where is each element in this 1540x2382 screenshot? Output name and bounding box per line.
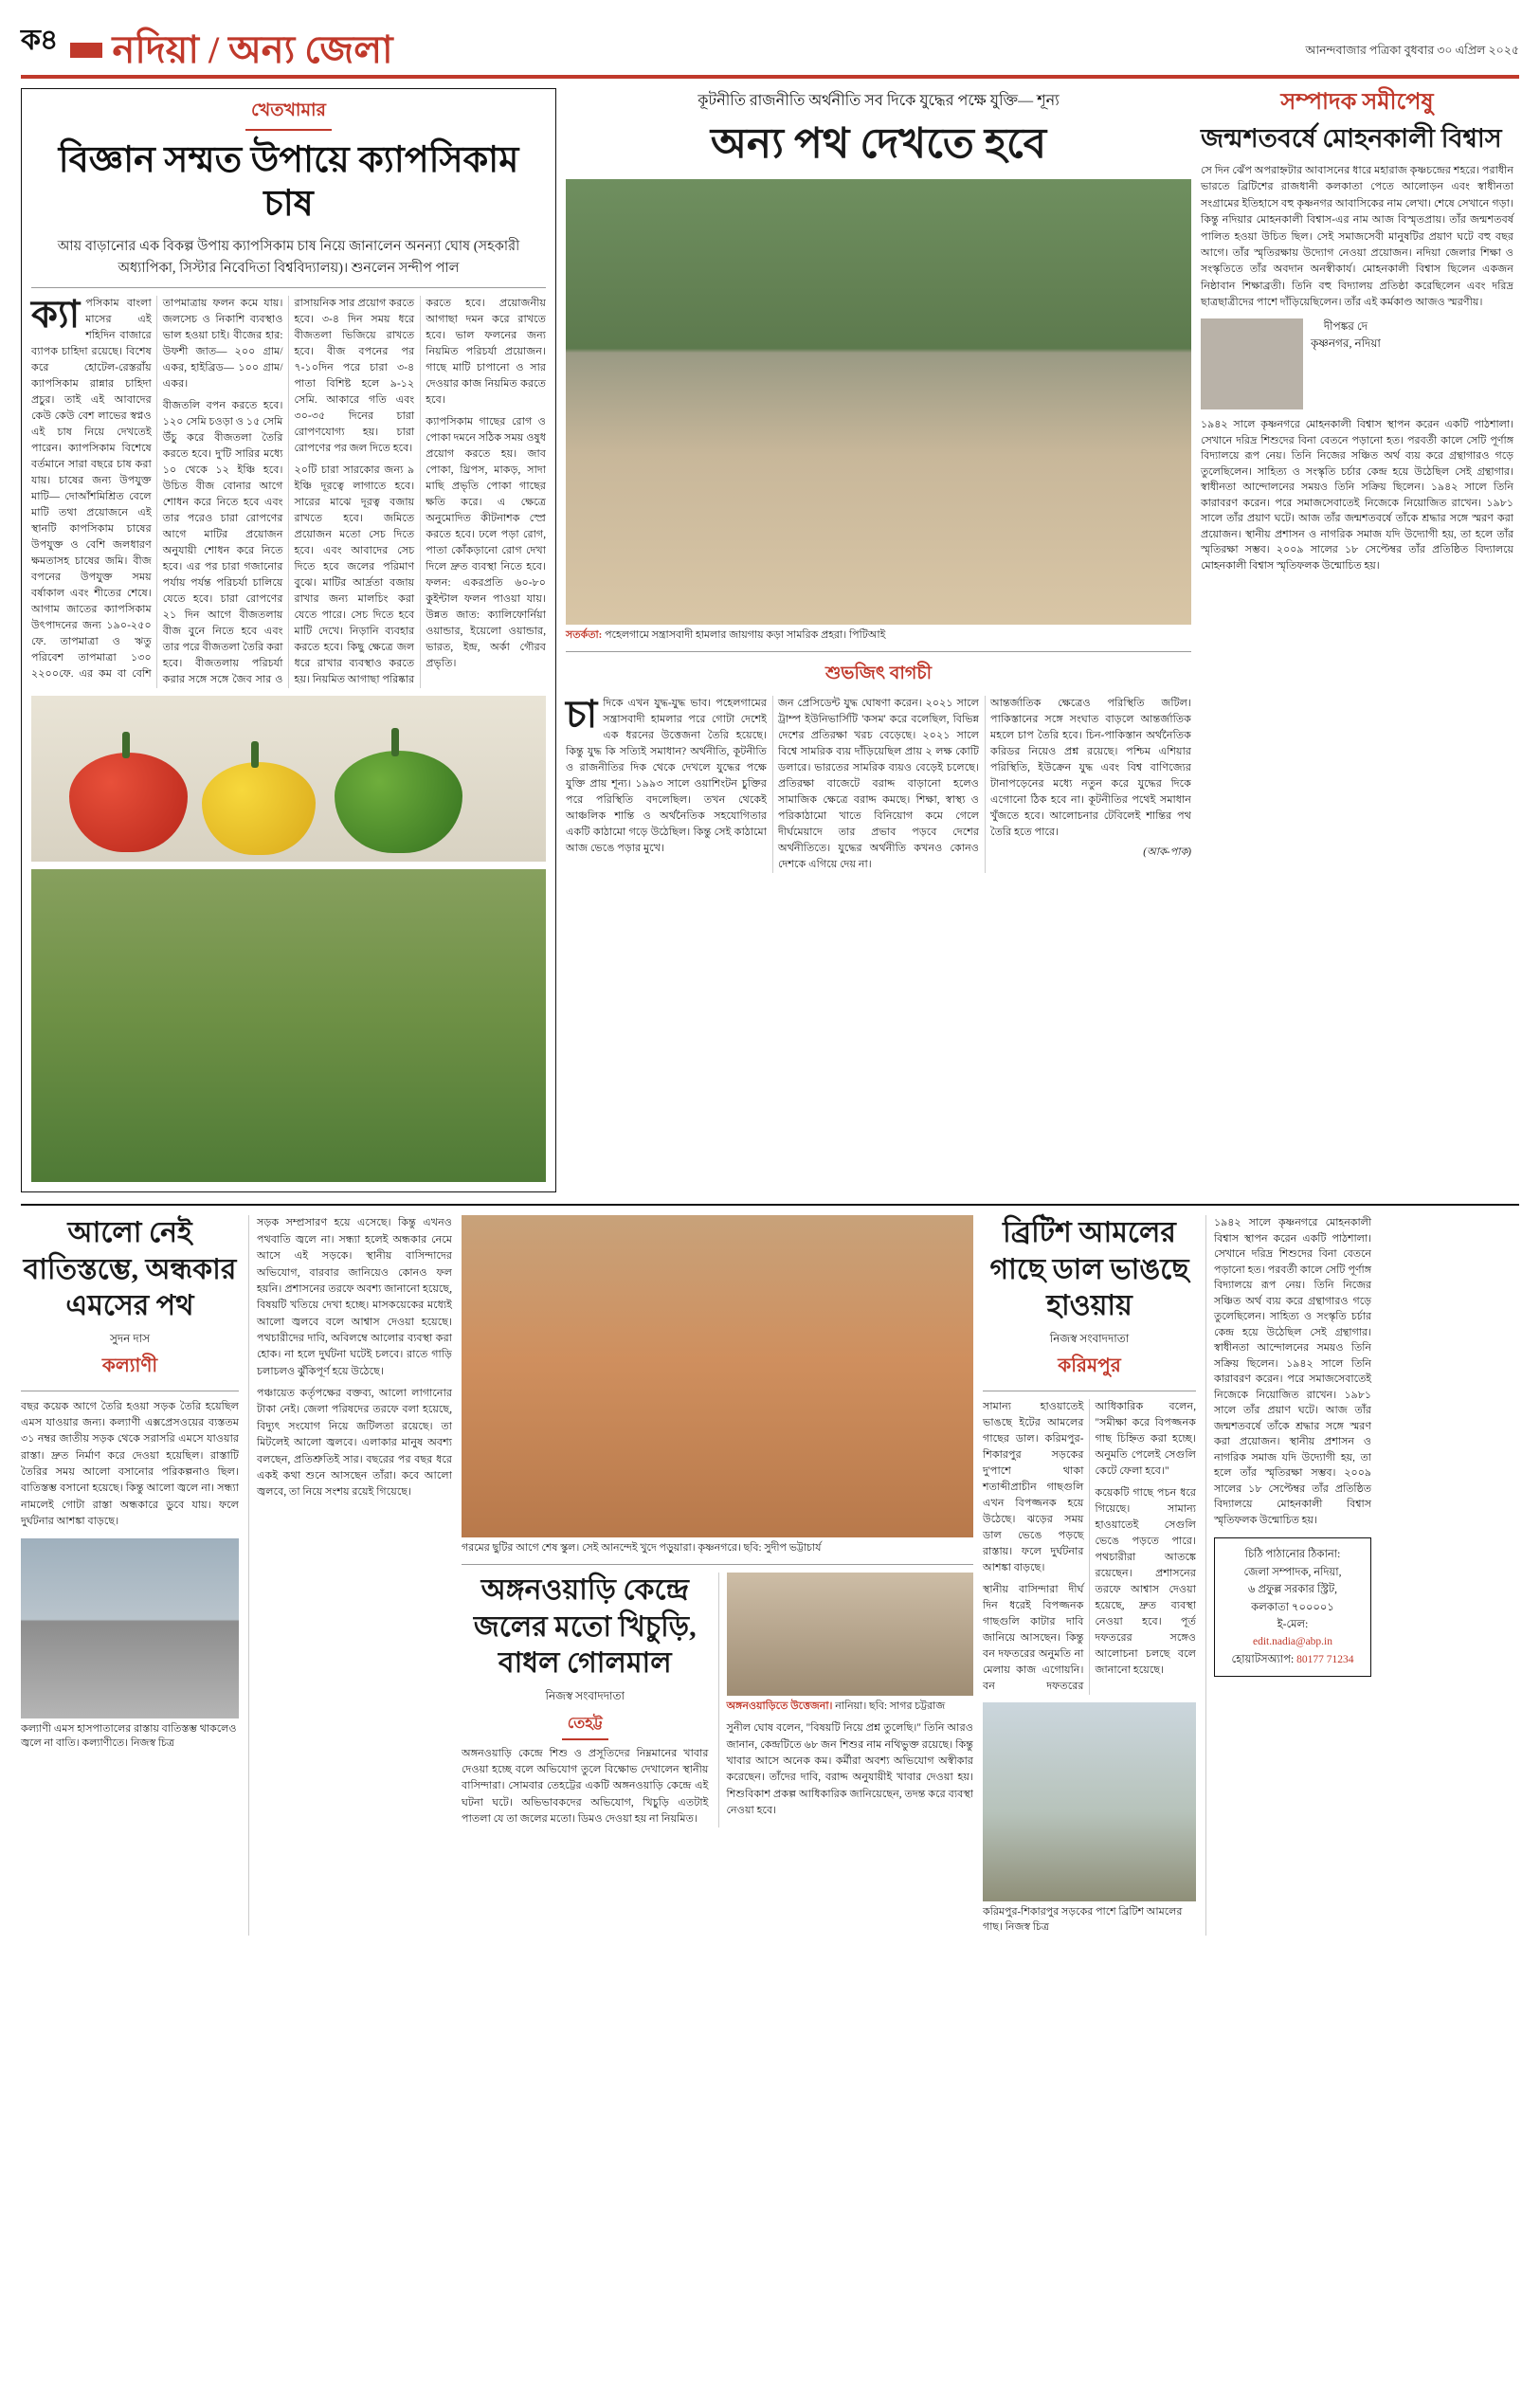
main-body [566, 692, 1191, 873]
pahalgam-photo [566, 179, 1191, 625]
caption-text: পহেলগামে সন্ত্রাসবাদী হামলার জায়গায় কড়া সামরিক প্রহরা। পিটিআই [605, 628, 886, 641]
bottom-left-byline: সুদন দাস [109, 1331, 151, 1345]
whatsapp-label: হোয়াটসঅ্যাপ: [1231, 1653, 1295, 1665]
main-headline: অন্য পথ দেখতে হবে [710, 120, 1047, 167]
anganwadi-photo-caption [727, 1700, 974, 1715]
contact-line-2: কলকাতা ৭০০০০১ [1251, 1601, 1334, 1613]
section-title-wrap [70, 28, 1292, 71]
bottom-left-story [21, 1215, 239, 1935]
editorial-title: সম্পাদক সমীপেষু [1280, 90, 1434, 115]
divider [566, 651, 1191, 652]
whatsapp-number: 80177 71234 [1296, 1653, 1354, 1665]
bottom-divider [21, 1204, 1519, 1206]
main-overline: কূটনীতি রাজনীতি অর্থনীতি সব দিকে যুদ্ধের পক্ষে যুক্তি— শূন্য [698, 93, 1060, 109]
caption-lead: অঙ্গনওয়াড়িতে উত্তেজনা। [726, 1700, 833, 1713]
tree-headline: ব্রিটিশ আমলের গাছে ডাল ভাঙছে হাওয়ায় [989, 1217, 1189, 1322]
anganwadi-col1: অঙ্গনওয়াড়ি কেন্দ্রে শিশু ও প্রসূতিদের নিম্নমানের খাবার দেওয়া হচ্ছে বলে অভিযোগ তুলে বিক্ষোভ দেখালেন স্থানীয় বাসিন্দারা। সোমবার তেহট্টের একটি অঙ্গনওয়াড়ি কেন্দ্রে এই ঘটনা ঘটে। অভিভাবকদের অভিযোগ, খিচুড়ি এতটাই পাতলা যে তা জলের মতো। ডিমও দেওয়া হয় না নিয়মিত। [462, 1747, 709, 1826]
tree-col1: সামান্য হাওয়াতেই ভাঙছে ইটের আমলের গাছের ডাল। করিমপুর-শিকারপুর সড়কের দু'পাশে থাকা শতাব্দীপ্রাচীন গাছগুলি এখন বিপজ্জনক হয়ে উঠেছে। ঝড়ের সময় ডাল ভেঙে পড়ছে রাস্তায়। ফলে দুর্ঘটনার আশঙ্কা বাড়ছে। [983, 1400, 1084, 1573]
main-dropcap: চা [566, 692, 598, 736]
author-portrait [1201, 318, 1303, 409]
main-author: শুভজিৎ বাগচী [824, 663, 933, 683]
author-name-wrap [1311, 318, 1381, 352]
author-place: কৃষ্ণনগর, নদিয়া [1311, 336, 1381, 350]
tree-place: করিমপুর [1058, 1355, 1121, 1376]
main-sign: (আক-পাক) [1143, 846, 1191, 858]
contact-email[interactable]: edit.nadia@abp.in [1252, 1636, 1333, 1648]
divider [31, 287, 546, 288]
bottom-middle-block [462, 1215, 973, 1935]
pepper-plant-photo [31, 869, 546, 1182]
editorial-body: সে দিন ঝেঁপ অপরাহ্নটার আবাসনের ধারে মহারাজ কৃষ্ণচন্দ্রের শহরে। পরাধীন ভারতে ব্রিটিশের রাজধানী কলকাতা পেতে আলোড়ন এবং স্বাধীনতা সংগ্রামের ইতিহাসে বহু কৃষ্ণনগর আবাসিকের নাম লেখা। শেষে সেখানে গড়া। কিন্তু নদিয়ার মোহনকালী বিশ্বাস-এর নাম আজ বিস্মৃতপ্রায়। তাঁর জন্মশতবর্ষ পালিত হওয়া উচিত ছিল। সেই সমাজসেবী মানুষটির প্রয়াণ ঘটে বহু বছর আগে। তাঁর স্মৃতিরক্ষায় উদ্যোগ নেওয়া প্রয়োজন। নদিয়া জেলার শিক্ষা ও সংস্কৃতিতে তাঁর অবদান অনস্বীকার্য। মোহনকালী বিশ্বাস ছিলেন একজন নিষ্ঠাবান শিক্ষাব্রতী। তিনি বহু বিদ্যালয় প্রতিষ্ঠা করেছিলেন এবং দরিদ্র ছাত্রছাত্রীদের পাশে দাঁড়িয়েছিলেন। তাঁর এই কর্মকাণ্ড আজও স্মরণীয়। [1201, 165, 1513, 308]
anganwadi-col2: সুনীল ঘোষ বলেন, "বিষয়টি নিয়ে প্রশ্ন তুলেছি।" তিনি আরও জানান, কেন্দ্রটিতে ৬৮ জন শিশুর নাম নথিভুক্ত রয়েছে। কিন্তু খাবার আসে অনেক কম। কর্মীরা অবশ্য অভিযোগ অস্বীকার করেছেন। তাঁদের দাবি, বরাদ্দ অনুযায়ীই খাবার দেওয়া হয়। শিশুবিকাশ প্রকল্প আধিকারিক জানিয়েছেন, তদন্ত করে ব্যবস্থা নেওয়া হবে। [726, 1722, 973, 1817]
contact-line-0: জেলা সম্পাদক, নদিয়া, [1243, 1566, 1342, 1578]
tree-photo-caption: করিমপুর-শিকারপুর সড়কের পাশে ব্রিটিশ আমলের গাছ। নিজস্ব চিত্র [983, 1905, 1183, 1933]
tree-byline: নিজস্ব সংবাদদাতা [1049, 1331, 1130, 1345]
contact-line-1: ৬ প্রফুল্ল সরকার স্ট্রিট, [1247, 1584, 1338, 1596]
anganwadi-place: তেহট্ট [562, 1711, 608, 1740]
edition-line: আনন্দবাজার পত্রিকা বুধবার ৩০ এপ্রিল ২০২৫ [1305, 44, 1519, 57]
anganwadi-headline: অঙ্গনওয়াড়ি কেন্দ্রে জলের মতো খিচুড়ি, বাধল গোলমাল [473, 1574, 697, 1680]
peppers-photo [31, 696, 546, 862]
left-column [21, 88, 556, 1192]
anganwadi-photo [727, 1573, 974, 1696]
kalyani-photo-caption: কল্যাণী এমস হাসপাতালের রাস্তায় বাতিস্তম্ভ থাকলেও জ্বলে না বাতি। কল্যাণীতে। নিজস্ব চিত্র [21, 1722, 237, 1750]
anganwadi-left [462, 1573, 709, 1827]
contact-line-3: ই-মেল: [1277, 1619, 1309, 1631]
farm-standfirst: আয় বাড়ানোর এক বিকল্প উপায় ক্যাপসিকাম চাষ নিয়ে জানালেন অনন্যা ঘোষ (সহকারী অধ্যাপিকা, সিস্টার নিবেদিতা বিশ্ববিদ্যালয়)। শুনলেন সন্দীপ পাল [57, 238, 520, 276]
farm-headline: বিজ্ঞান সম্মত উপায়ে ক্যাপসিকাম চাষ [58, 140, 519, 225]
farm-body-col4: ক্যাপসিকাম গাছের রোগ ও পোকা দমনে সঠিক সময় ওষুধ প্রয়োগ করতে হয়। জাব পোকা, থ্রিপস, মাকড়, সাদা মাছি প্রভৃতি পোকা গাছের ক্ষতি করে। এ ক্ষেত্রে অনুমোদিত কীটনাশক স্প্রে করতে হবে। ঢলে পড়া রোগ, পাতা কোঁকড়ানো রোগ দেখা দিলে দ্রুত ব্যবস্থা নিতে হবে। ফলন: একরপ্রতি ৬০-৮০ কুইন্টাল ফলন পাওয়া যায়। উন্নত জাত: ক্যালিফোর্নিয়া ওয়ান্ডার, ইয়েলো ওয়ান্ডার, ভারত, ইন্দ্র, অর্কা গৌরব প্রভৃতি। [426, 416, 546, 670]
middle-column [566, 88, 1191, 1192]
main-col3: আন্তর্জাতিক ক্ষেত্রেও পরিস্থিতি জটিল। পাকিস্তানের সঙ্গে সংঘাত বাড়লে আন্তর্জাতিক মহলে চাপ তৈরি হবে। চিন-পাকিস্তান অর্থনৈতিক করিডর নিয়েও প্রশ্ন রয়েছে। পশ্চিম এশিয়ার পরিস্থিতি, ইউক্রেন যুদ্ধ এবং বিশ্ব বাণিজ্যের টানাপড়েনের মধ্যে নতুন করে যুদ্ধের দিকে এগোনো ঠিক হবে না। কূটনীতির পথেই সমাধান খুঁজতে হবে। আলোচনার টেবিলেই শান্তির পথ তৈরি হতে পারে। [990, 697, 1191, 838]
main-col2: জন প্রেসিডেন্ট যুদ্ধ ঘোষণা করেন। ২০২১ সালে ট্রাম্প ইউনিভার্সিটি 'কসম' করে বলেছিল, বিভিন্ন দেশের প্রতিরক্ষা খরচ বেড়েছে। ২০২১ সালে বিশ্বে সামরিক ব্যয় দাঁড়িয়েছিল প্রায় ২ লক্ষ কোটি ডলারে। ভারতের সামরিক ব্যয়ও বেড়েই চলেছে। প্রতিরক্ষা বাজেটে বরাদ্দ বাড়ানো হলেও সামাজিক ক্ষেত্রে বরাদ্দ কমছে। শিক্ষা, স্বাস্থ্য ও পরিকাঠামো খাতে বিনিয়োগ কমে গেলে দীর্ঘমেয়াদে তার প্রভাব পড়বে দেশের অর্থনীতিতে। যুদ্ধের অর্থনীতি কখনও কোনও দেশকে এগিয়ে দেয় না। [778, 697, 979, 870]
farm-dropcap: ক্যা [31, 293, 81, 336]
main-grid [21, 88, 1519, 1192]
section-title: নদিয়া / অন্য জেলা [112, 28, 393, 71]
caption-lead: সতর্কতা: [566, 628, 603, 641]
kalyani-road-photo [21, 1538, 239, 1718]
editorial-headline: জন্মশতবর্ষে মোহনকালী বিশ্বাস [1201, 124, 1502, 153]
anganwadi-byline: নিজস্ব সংবাদদাতা [545, 1688, 625, 1702]
farm-body-col1: পসিকাম বাংলা মাসের এই শহিদিন বাজারে ব্যাপক চাহিদা রয়েছে। বিশেষ করে হোটেল-রেস্তরাঁয় ক্যাপসিকাম রান্নার চাহিদা প্রচুর। তাই এই আবাদের কেউ কেউ বেশ লাভের স্বপ্নও এই চাষ নিয়ে দেখতেই পারেন। ক্যাপসিকাম বিশেষে বর্তমানে সারা বছরে চাষ করা যায়। চাষের জন্য উপযুক্ত মাটি— দোআঁশমিশ্রিত বেলে মাটি তথা প্রয়োজনে এই স্থানটি কাপসিকাম চাষের উপযুক্ত ও বেশি জলধারণ ক্ষমতাসহ চাষের জমি। বীজ বপনের উপযুক্ত সময় বর্ষাকাল এবং শীতের শেষে। আগাম জাতের ক্যাপসিকাম উৎপাদনের জন্য ১৯০-২৫০ ফে. তাপমাত্রা ও ঋতু পরিবেশ তাপমাত্রা ১৩০ ২২০০ফে. এর কম বা বেশি তাপমাত্রায় ফলন কমে যায়। জলসেচ ও নিকাশি ব্যবস্থাও ভাল হওয়া চাই। বীজের হার: উফশী জাত— ২০০ গ্রাম/একর, হাইব্রিড— ১০০ গ্রাম/একর। [31, 298, 283, 681]
editorial-tail: ১৯৪২ সালে কৃষ্ণনগরে মোহনকালী বিশ্বাস স্থাপন করেন একটি পাঠশালা। সেখানে দরিদ্র শিশুদের বিনা বেতনে পড়ানো হত। পরবর্তী কালে সেটি পূর্ণাঙ্গ বিদ্যালয়ে রূপ নেয়। তিনি নিজের সঞ্চিত অর্থ ব্যয় করে গ্রন্থাগারও গড়ে তুলেছিলেন। সাহিত্য ও সংস্কৃতি চর্চার কেন্দ্র হয়ে উঠেছিল সেই গ্রন্থাগার। স্বাধীনতা আন্দোলনের সময়ও তিনি সক্রিয় ছিলেন। ১৯৪২ সালে তিনি কারাবরণ করেন। পরে সমাজসেবাতেই নিজেকে নিয়োজিত রাখেন। ১৯৮১ সালে তাঁর প্রয়াণ ঘটে। আজ তাঁর জন্মশতবর্ষে তাঁকে শ্রদ্ধার সঙ্গে স্মরণ করা প্রয়োজন। স্থানীয় প্রশাসন ও নাগরিক সমাজ যদি উদ্যোগী হয়, তা হলে তাঁর স্মৃতিরক্ষা সম্ভব। ২০০৯ সালের ১৮ সেপ্টেম্বর তাঁর প্রতিষ্ঠিত বিদ্যালয়ে মোহনকালী বিশ্বাস স্মৃতিফলক উন্মোচিত হয়। [1214, 1217, 1371, 1526]
farm-story-box [21, 88, 556, 1192]
anganwadi-story [462, 1573, 973, 1827]
farm-body-col3: ২০টি চারা সারকোর জন্য ৯ ইঞ্চি দূরত্বে লাগাতে হবে। সারের মাঝে দূরত্ব বজায় রাখতে হবে। জমিতে প্রয়োজন মতো সেচ দিতে হবে। এবং আবাদের সেচ দিতে হবে জলের পরিমাণ বুঝে। মাটির আর্দ্রতা বজায় রাখার জন্য মালচিং করা যেতে পারে। সেচ দিতে হবে মাটি দেখে। নিড়ানি ব্যবহার করতে হবে। কিছু ক্ষেত্রে জল ধরে রাখার ব্যবস্থাও করতে হয়। নিয়মিত আগাছা পরিষ্কার করতে হবে। প্রয়োজনীয় আগাছা দমন করে রাখতে হবে। ভাল ফলনের জন্য নিয়মিত পরিচর্যা প্রয়োজন। গাছে মাটি চাপানো ও সার দেওয়ার কাজ নিয়মিত করতে হবে। [294, 298, 546, 686]
farm-kicker: খেতখামার [245, 97, 332, 131]
tree-col3: কয়েকটি গাছে পচন ধরে গিয়েছে। সামান্য হাওয়াতেই সেগুলি ভেঙে পড়তে পারে। পথচারীরা আতঙ্কে রয়েছেন। প্রশাসনের তরফে আশ্বাস দেওয়া হয়েছে, দ্রুত ব্যবস্থা নেওয়া হবে। পূর্ত দফতরের সঙ্গেও আলোচনা চলছে বলে জানানো হয়েছে। [1095, 1486, 1196, 1676]
bottom-left-col3: পঞ্চায়েত কর্তৃপক্ষের বক্তব্য, আলো লাগানোর টাকা নেই। জেলা পরিষদের তরফে বলা হয়েছে, বিদ্যুৎ সংযোগ নিয়ে জটিলতা রয়েছে। তা মিটলেই আলো জ্বলবে। এলাকার মানুষ অবশ্য বলছেন, প্রতিশ্রুতিই সার। বছরের পর বছর ধরে একই কথা শুনে আসছেন তাঁরা। কবে আলো জ্বলবে, তা নিয়ে সংশয় রয়েই গিয়েছে। [257, 1388, 452, 1499]
kids-photo-caption: গরমের ছুটির আগে শেষ স্কুল। সেই আনন্দেই খুদে পড়ুয়ারা। কৃষ্ণনগরে। ছবি: সুদীপ ভট্টাচার্য [462, 1542, 822, 1555]
contact-label: চিঠি পাঠানোর ঠিকানা: [1244, 1549, 1341, 1561]
author-name: দীপঙ্কর দে [1323, 319, 1368, 334]
editorial-continuation [1205, 1215, 1371, 1935]
editorial-body-2: ১৯৪২ সালে কৃষ্ণনগরে মোহনকালী বিশ্বাস স্থাপন করেন একটি পাঠশালা। সেখানে দরিদ্র শিশুদের বিনা বেতনে পড়ানো হত। পরবর্তী কালে সেটি পূর্ণাঙ্গ বিদ্যালয়ে রূপ নেয়। তিনি নিজের সঞ্চিত অর্থ ব্যয় করে গ্রন্থাগারও গড়ে তুলেছিলেন। সাহিত্য ও সংস্কৃতি চর্চার কেন্দ্র হয়ে উঠেছিল সেই গ্রন্থাগার। স্বাধীনতা আন্দোলনের সময়ও তিনি সক্রিয় ছিলেন। ১৯৪২ সালে তিনি কারাবরণ করেন। পরে সমাজসেবাতেই নিজেকে নিয়োজিত রাখেন। ১৯৮১ সালে তাঁর প্রয়াণ ঘটে। আজ তাঁর জন্মশতবর্ষে তাঁকে শ্রদ্ধার সঙ্গে স্মরণ করা প্রয়োজন। স্থানীয় প্রশাসন ও নাগরিক সমাজ যদি উদ্যোগী হয়, তা হলে তাঁর স্মৃতিরক্ষা সম্ভব। ২০০৯ সালের ১৮ সেপ্টেম্বর তাঁর প্রতিষ্ঠিত বিদ্যালয়ে মোহনকালী বিশ্বাস স্মৃতিফলক উন্মোচিত হয়। [1201, 419, 1513, 572]
editorial-author-box [1201, 318, 1513, 409]
school-kids-photo [462, 1215, 973, 1537]
main-col1: দিকে এখন যুদ্ধ-যুদ্ধ ভাব। পহেলগামের সন্ত্রাসবাদী হামলার পরে গোটা দেশেই এক ধরনের উত্তেজনা তৈরি হয়েছে। কিন্তু যুদ্ধ কি সত্যিই সমাধান? অর্থনীতি, কূটনীতি ও রাজনীতির দিক থেকে দেখলে যুদ্ধের পক্ষে যুক্তি প্রায় শূন্য। ১৯৯৩ সালে ওয়াশিংটন চুক্তির পরে পরিস্থিতি বদলেছিল। তখন থেকেই আঞ্চলিক শান্তি ও অর্থনৈতিক সহযোগিতার একটি কাঠামো গড়ে উঠেছিল। কিন্তু সেই কাঠামো আজ ভেঙে পড়ার মুখে। [566, 697, 767, 854]
tree-col2: স্থানীয় বাসিন্দারা দীর্ঘ দিন ধরেই বিপজ্জনক গাছগুলি কাটার দাবি জানিয়ে আসছেন। কিন্তু বন দফতরের অনুমতি না মেলায় কাজ এগোয়নি। বন দফতরের আধিকারিক বলেন, "সমীক্ষা করে বিপজ্জনক গাছ চিহ্নিত করা হচ্ছে। অনুমতি পেলেই সেগুলি কেটে ফেলা হবে।" [983, 1400, 1196, 1692]
bottom-left-cols [248, 1215, 452, 1935]
farm-kicker-wrap [31, 97, 546, 131]
pahalgam-photo-caption [566, 628, 1191, 644]
caption-text: নানিয়া। ছবি: সাগর চট্টরাজ [835, 1700, 946, 1713]
old-tree-photo [983, 1702, 1196, 1901]
contact-box [1214, 1537, 1371, 1677]
accent-block-icon [70, 43, 102, 58]
tree-body [983, 1399, 1196, 1695]
bottom-right-story [983, 1215, 1196, 1935]
bottom-grid [21, 1215, 1519, 1935]
anganwadi-right [718, 1573, 974, 1827]
bottom-left-col2: সড়ক সম্প্রসারণ হয়ে এসেছে। কিন্তু এখনও পথবাতি জ্বলে না। সন্ধ্যা হলেই অন্ধকার নেমে আসে এই সড়কে। স্থানীয় বাসিন্দাদের অভিযোগ, বারবার জানিয়েও কোনও ফল হয়নি। প্রশাসনের তরফে অবশ্য জানানো হয়েছে, বিষয়টি খতিয়ে দেখা হচ্ছে। মাসকয়েকের মধ্যেই আলো জ্বলবে বলে আশ্বাস দেওয়া হয়েছে। পথচারীদের দাবি, অবিলম্বে আলোর ব্যবস্থা করা হোক। না হলে দুর্ঘটনা ঘটেই চলবে। রাতে গাড়ি চলাচলও ঝুঁকিপূর্ণ হয়ে উঠেছে। [257, 1217, 452, 1377]
right-column [1201, 88, 1513, 1192]
anganwadi-place-wrap [462, 1711, 709, 1740]
farm-body-col2: বীজতলি বপন করতে হবে। ১২০ সেমি চওড়া ও ১৫ সেমি উঁচু করে বীজতলা তৈরি করতে হবে। দু'টি সারির মধ্যে ১০ থেকে ১২ ইঞ্চি হবে। উচিত বীজ বোনার আগে শোধন করে নিতে হবে এবং তার পরেও চারা রোপণের আগে মাটির প্রয়োজন অনুযায়ী শোধন করে নিতে হবে। এর পর চারা গজানোর পর্যায় পর্যন্ত পরিচর্যা চালিয়ে যেতে হবে। চারা রোপণের ২১ দিন আগে বীজতলায় বীজ বুনে নিতে হবে এবং তার পরে বীজতলা তৈরি করা হবে। বীজতলায় পরিচর্যা করার সঙ্গে সঙ্গে জৈব সার ও রাসায়নিক সার প্রয়োগ করতে হবে। ৩-৪ দিন সময় ধরে বীজতলা ভিজিয়ে রাখতে হবে। বীজ বপনের পর ৭-১০দিন পরে চারা ৩-৪ পাতা বিশিষ্ট হলে ৯-১২ সেমি. আকারে গতি এবং ৩০-৩৫ দিনের চারা রোপণযোগ্য হয়। চারা রোপণের পর জল দিতে হবে। [162, 298, 415, 686]
bottom-left-place: কল্যাণী [101, 1355, 158, 1376]
contact-whatsapp-label [1223, 1651, 1363, 1668]
bottom-left-headline: আলো নেই বাতিস্তম্ভে, অন্ধকার এমসের পথ [23, 1217, 237, 1322]
bottom-left-col1: বছর কয়েক আগে তৈরি হওয়া সড়ক তৈরি হয়েছিল এমস যাওয়ার জন্য। কল্যাণী এক্সপ্রেসওয়ের ব্যস্ততম ৩১ নম্বর জাতীয় সড়ক থেকে সরাসরি এমসে যাওয়ার রাস্তা। দ্রুত নির্মাণ করে দেওয়া হয়েছিল। রাস্তাটি তৈরির সময় আলো বসানোর পরিকল্পনাও ছিল। বাতিস্তম্ভ বসানো হয়েছে। কিন্তু আলো জ্বলে না। সন্ধ্যা নামলেই গোটা রাস্তা অন্ধকারে ডুবে যায়। ফলে দুর্ঘটনার আশঙ্কা বাড়ছে। [21, 1400, 239, 1528]
farm-body [31, 293, 546, 688]
masthead [21, 17, 1519, 79]
divider [462, 1564, 973, 1565]
page-folio: ক৪ [21, 25, 58, 56]
